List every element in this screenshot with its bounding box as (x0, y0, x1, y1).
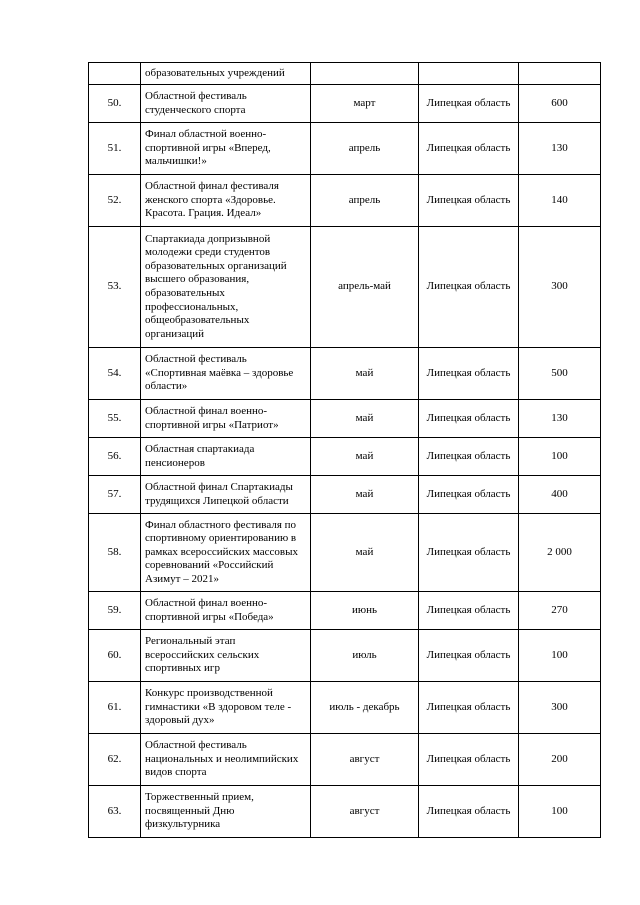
event-name: Областная спартакиада пенсионеров (141, 438, 311, 476)
events-table (88, 62, 601, 838)
event-period: май (311, 514, 419, 592)
participant-count: 130 (519, 123, 601, 175)
participant-count: 300 (519, 682, 601, 734)
event-place: Липецкая область (419, 630, 519, 682)
event-place: Липецкая область (419, 123, 519, 175)
event-place: Липецкая область (419, 175, 519, 227)
event-period: апрель-май (311, 227, 419, 348)
event-period: апрель (311, 123, 419, 175)
table-row (89, 400, 601, 438)
event-place: Липецкая область (419, 227, 519, 348)
table-row (89, 514, 601, 592)
row-number: 51. (89, 123, 141, 175)
table-row (89, 63, 601, 85)
event-place: Липецкая область (419, 400, 519, 438)
participant-count: 500 (519, 348, 601, 400)
event-period: август (311, 734, 419, 786)
event-period: май (311, 438, 419, 476)
event-period: май (311, 476, 419, 514)
event-place: Липецкая область (419, 682, 519, 734)
event-place: Липецкая область (419, 734, 519, 786)
row-number: 56. (89, 438, 141, 476)
event-place: Липецкая область (419, 438, 519, 476)
table-row (89, 85, 601, 123)
participant-count: 270 (519, 592, 601, 630)
participant-count: 130 (519, 400, 601, 438)
row-number: 62. (89, 734, 141, 786)
table-row (89, 476, 601, 514)
event-period: март (311, 85, 419, 123)
event-period: апрель (311, 175, 419, 227)
row-number: 53. (89, 227, 141, 348)
event-name: Областной финал фестиваля женского спорта «Здоровье. Красота. Грация. Идеал» (141, 175, 311, 227)
row-number: 60. (89, 630, 141, 682)
table-row (89, 734, 601, 786)
event-place: Липецкая область (419, 786, 519, 838)
table-row (89, 123, 601, 175)
participant-count: 100 (519, 786, 601, 838)
row-number: 59. (89, 592, 141, 630)
event-name: Финал областной военно-спортивной игры «Вперед, мальчишки!» (141, 123, 311, 175)
table-row (89, 175, 601, 227)
event-name: Областной фестиваль «Спортивная маёвка – здоровье области» (141, 348, 311, 400)
table-row (89, 630, 601, 682)
participant-count (519, 63, 601, 85)
event-name: образовательных учреждений (141, 63, 311, 85)
event-name: Конкурс производственной гимнастики «В здоровом теле - здоровый дух» (141, 682, 311, 734)
row-number: 54. (89, 348, 141, 400)
table-row (89, 227, 601, 348)
event-name: Областной финал военно-спортивной игры «Победа» (141, 592, 311, 630)
row-number: 50. (89, 85, 141, 123)
participant-count: 300 (519, 227, 601, 348)
event-period: июль (311, 630, 419, 682)
event-place: Липецкая область (419, 348, 519, 400)
event-place: Липецкая область (419, 85, 519, 123)
row-number: 55. (89, 400, 141, 438)
participant-count: 100 (519, 438, 601, 476)
document-page (88, 62, 601, 838)
table-row (89, 682, 601, 734)
event-name: Финал областного фестиваля по спортивному ориентированию в рамках всероссийских массовых соревнований «Российский Азимут – 2021» (141, 514, 311, 592)
event-period (311, 63, 419, 85)
event-period: июнь (311, 592, 419, 630)
participant-count: 140 (519, 175, 601, 227)
participant-count: 400 (519, 476, 601, 514)
row-number: 57. (89, 476, 141, 514)
event-place: Липецкая область (419, 476, 519, 514)
event-name: Областной фестиваль национальных и неолимпийских видов спорта (141, 734, 311, 786)
event-place: Липецкая область (419, 514, 519, 592)
events-table-body (89, 63, 601, 838)
event-name: Региональный этап всероссийских сельских спортивных игр (141, 630, 311, 682)
table-row (89, 438, 601, 476)
row-number (89, 63, 141, 85)
row-number: 52. (89, 175, 141, 227)
event-place: Липецкая область (419, 592, 519, 630)
event-name: Спартакиада допризывной молодежи среди студентов образовательных организаций высшего образования, образовательных профессиональных, общеобразовательных организаций (141, 227, 311, 348)
table-row (89, 348, 601, 400)
participant-count: 200 (519, 734, 601, 786)
event-name: Торжественный прием, посвященный Дню физкультурника (141, 786, 311, 838)
event-name: Областной фестиваль студенческого спорта (141, 85, 311, 123)
event-name: Областной финал военно-спортивной игры «Патриот» (141, 400, 311, 438)
participant-count: 100 (519, 630, 601, 682)
table-row (89, 786, 601, 838)
event-period: май (311, 348, 419, 400)
event-period: август (311, 786, 419, 838)
table-row (89, 592, 601, 630)
event-period: май (311, 400, 419, 438)
row-number: 58. (89, 514, 141, 592)
event-name: Областной финал Спартакиады трудящихся Липецкой области (141, 476, 311, 514)
row-number: 61. (89, 682, 141, 734)
event-period: июль - декабрь (311, 682, 419, 734)
participant-count: 2 000 (519, 514, 601, 592)
row-number: 63. (89, 786, 141, 838)
participant-count: 600 (519, 85, 601, 123)
event-place (419, 63, 519, 85)
